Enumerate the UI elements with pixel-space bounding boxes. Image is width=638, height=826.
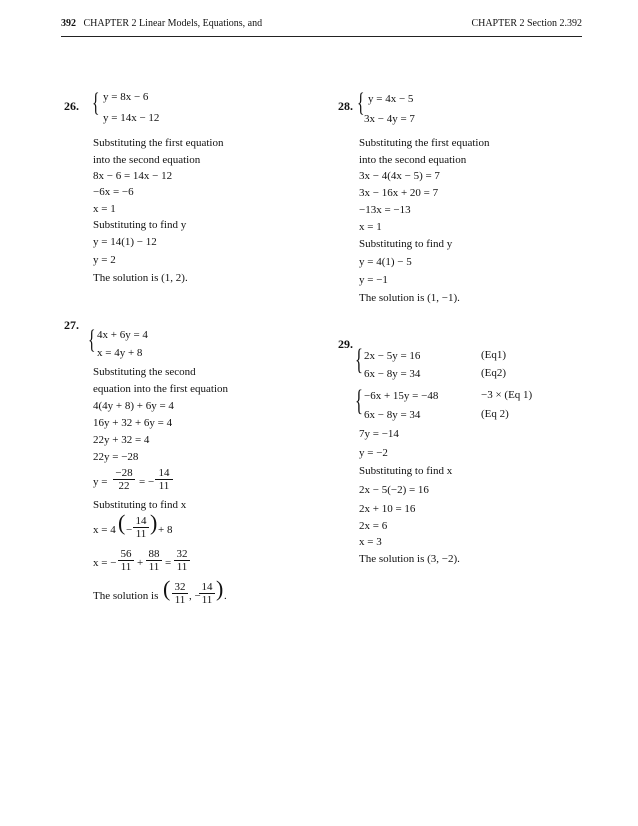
numerator: 14 — [199, 581, 215, 594]
solution: The solution is (3, −2). — [359, 553, 460, 565]
numerator: 56 — [118, 548, 134, 561]
fraction — [118, 548, 134, 573]
step-math: −6x = −6 — [93, 186, 134, 198]
solution: , − — [189, 590, 201, 602]
step-math: y = 14(1) − 12 — [93, 236, 157, 248]
step-math: 8x − 6 = 14x − 12 — [93, 170, 173, 182]
denominator: 11 — [201, 594, 213, 606]
equation-2: 6x − 8y = 34 — [364, 368, 421, 380]
denominator: 11 — [135, 528, 147, 540]
step-math: x = − — [93, 557, 117, 569]
step-math: y = −2 — [359, 447, 388, 459]
running-header-left — [61, 18, 262, 29]
step-math: = − — [139, 476, 155, 488]
chapter-title: CHAPTER 2 Linear Models, Equations, and — [83, 18, 263, 29]
step-math: 4(4y + 8) + 6y = 4 — [93, 400, 174, 412]
equation-tag: −3 × (Eq 1) — [481, 389, 533, 401]
step-math: 7y = −14 — [359, 428, 399, 440]
step-math: 2x = 6 — [359, 520, 388, 532]
paren-close: ) — [150, 510, 158, 535]
step-text: equation into the first equation — [93, 383, 229, 395]
fraction — [133, 515, 149, 540]
denominator: 22 — [118, 480, 130, 492]
problem-number: 29. — [338, 337, 353, 351]
step-text: Substituting to find x — [93, 499, 187, 511]
denominator: 11 — [158, 480, 170, 492]
equation-tag: (Eq2) — [481, 367, 507, 379]
solution: The solution is — [93, 590, 159, 602]
running-header-right: CHAPTER 2 Section 2.392 — [471, 18, 582, 29]
solution: . — [224, 590, 227, 602]
solution: The solution is (1, −1). — [359, 292, 460, 304]
system-brace: { — [92, 88, 100, 117]
fraction — [155, 467, 173, 492]
denominator: 11 — [176, 561, 188, 573]
numerator: 88 — [146, 548, 162, 561]
equation-1: y = 4x − 5 — [368, 93, 414, 105]
step-text: into the second equation — [359, 154, 467, 166]
system-brace: { — [355, 384, 363, 417]
equation-tag: (Eq1) — [481, 349, 507, 361]
numerator: −28 — [113, 467, 135, 480]
solution: The solution is (1, 2). — [93, 272, 188, 284]
denominator: 11 — [120, 561, 132, 573]
step-math: − — [126, 524, 133, 536]
fraction — [174, 548, 190, 573]
fraction — [113, 467, 135, 492]
equation-1: 2x − 5y = 16 — [364, 350, 421, 362]
header-rule — [61, 36, 582, 37]
step-math: 16y + 32 + 6y = 4 — [93, 417, 173, 429]
equation-2: x = 4y + 8 — [97, 347, 143, 359]
step-text: Substituting the second — [93, 366, 196, 378]
fraction — [172, 581, 188, 606]
step-math: = — [165, 557, 172, 569]
step-text: Substituting to find y — [93, 219, 187, 231]
step-math: x = 4 — [93, 524, 116, 536]
denominator: 11 — [148, 561, 160, 573]
system-brace: { — [355, 343, 363, 376]
step-math: y = −1 — [359, 274, 388, 286]
step-math: 22y = −28 — [93, 451, 139, 463]
step-math: x = 1 — [93, 203, 116, 215]
equation-2: 3x − 4y = 7 — [364, 113, 415, 125]
step-math: 22y + 32 = 4 — [93, 434, 150, 446]
system-brace: { — [88, 325, 96, 354]
equation-tag: (Eq 2) — [481, 408, 509, 420]
equation-1: y = 8x − 6 — [103, 91, 149, 103]
equation-1: 4x + 6y = 4 — [97, 329, 148, 341]
step-text: into the second equation — [93, 154, 201, 166]
step-math: 2x − 5(−2) = 16 — [359, 484, 429, 496]
step-math: −13x = −13 — [359, 204, 411, 216]
page-number: 392 — [61, 18, 76, 29]
fraction — [146, 548, 162, 573]
numerator: 32 — [172, 581, 188, 594]
denominator: 11 — [174, 594, 186, 606]
step-math: 3x − 16x + 20 = 7 — [359, 187, 439, 199]
system-brace: { — [357, 88, 365, 117]
step-math: y = — [93, 476, 108, 488]
step-math: + — [137, 557, 144, 569]
step-math: x = 1 — [359, 221, 382, 233]
equation-2: 6x − 8y = 34 — [364, 409, 421, 421]
step-math: y = 2 — [93, 254, 116, 266]
problem-number: 26. — [64, 99, 79, 113]
step-text: Substituting the first equation — [359, 137, 490, 149]
paren-close: ) — [216, 576, 224, 601]
paren-open: ( — [163, 576, 171, 601]
equation-2: y = 14x − 12 — [103, 112, 160, 124]
step-text: Substituting the first equation — [93, 137, 224, 149]
equation-1: −6x + 15y = −48 — [364, 390, 439, 402]
step-math: + 8 — [158, 524, 173, 536]
problem-number: 27. — [64, 318, 79, 332]
step-text: Substituting to find y — [359, 238, 453, 250]
paren-open: ( — [118, 510, 126, 535]
step-math: 3x − 4(4x − 5) = 7 — [359, 170, 440, 182]
numerator: 14 — [133, 515, 149, 528]
fraction — [199, 581, 215, 606]
numerator: 14 — [155, 467, 173, 480]
step-math: x = 3 — [359, 536, 382, 548]
step-text: Substituting to find x — [359, 465, 453, 477]
step-math: 2x + 10 = 16 — [359, 503, 416, 515]
step-math: y = 4(1) − 5 — [359, 256, 412, 268]
problem-number: 28. — [338, 99, 353, 113]
numerator: 32 — [174, 548, 190, 561]
